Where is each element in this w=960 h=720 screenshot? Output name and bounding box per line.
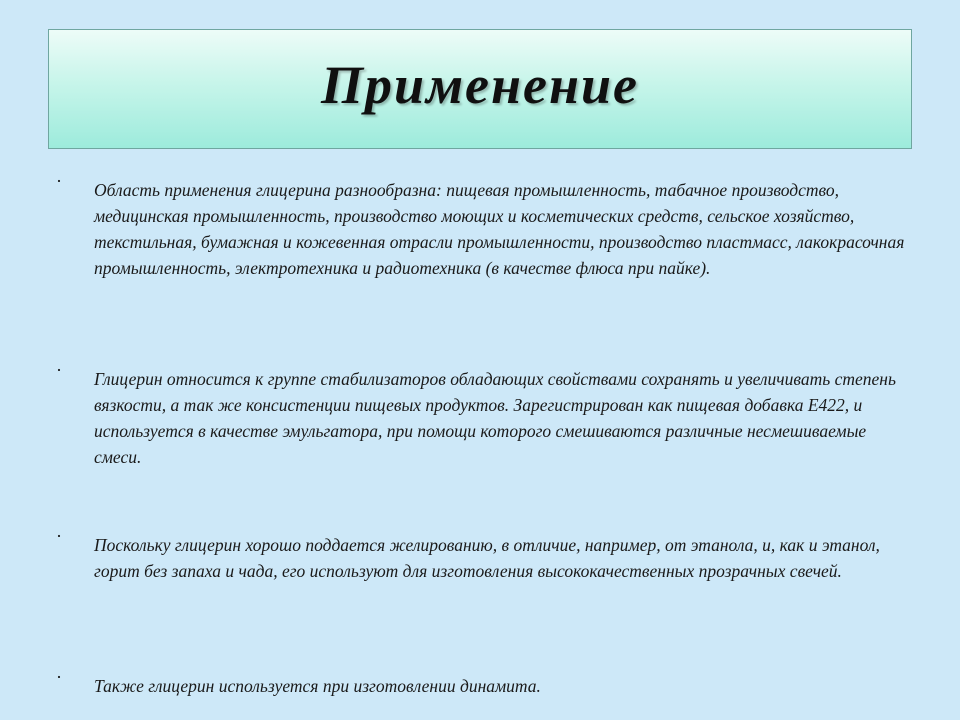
bullet-mark: · <box>56 171 62 191</box>
bullet-text-applications: Область применения глицерина разнообразна: пищевая промышленность, табачное производство, медицинская промышленность, производство моющих и косметических средств, сельское хозяйство, текстильная, бумажная и кожевенная отрасли промышленности, производство пластмасс, лакокрасочная промышленность, электротехника и радиотехника (в качестве флюса при пайке). <box>94 180 905 278</box>
slide-title: Применение <box>321 55 639 115</box>
bullet-mark: · <box>56 526 62 546</box>
bullet-mark: · <box>56 360 62 380</box>
bullet-text-candles: Поскольку глицерин хорошо поддается желированию, в отличие, например, от этанола, и, как и этанол, горит без запаха и чада, его используют для изготовления высококачественных прозрачных свечей. <box>94 535 880 581</box>
bullet-text-stabilizer: Глицерин относится к группе стабилизаторов обладающих свойствами сохранять и увеличивать степень вязкости, а так же консистенции пищевых продуктов. Зарегистрирован как пищевая добавка E422, и используется в качестве эмульгатора, при помощи которого смешиваются различные несмешиваемые смеси. <box>94 369 896 467</box>
bullet-mark: · <box>56 667 62 687</box>
bullet-text-dynamite: Также глицерин используется при изготовлении динамита. <box>94 676 541 696</box>
